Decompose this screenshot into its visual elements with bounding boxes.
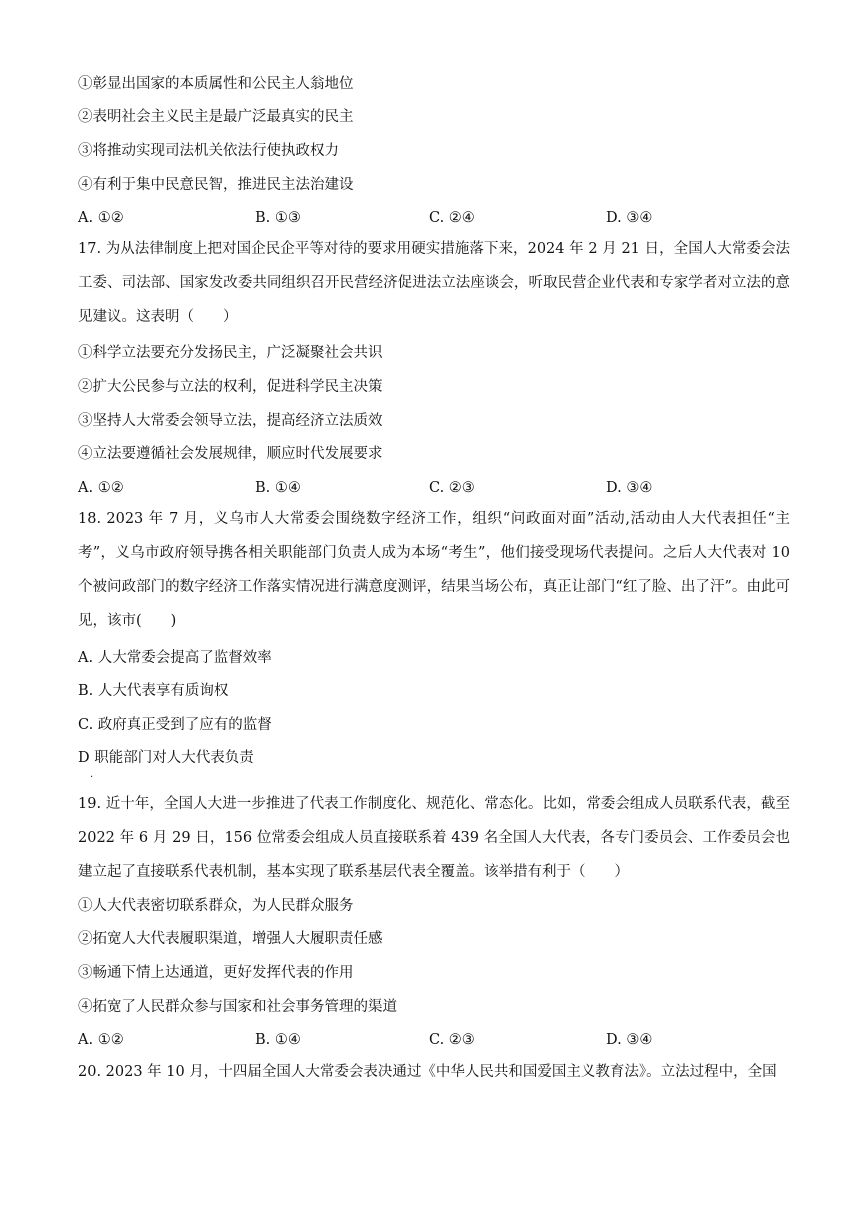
q17-statement-2: ②扩大公民参与立法的权利，促进科学民主决策 xyxy=(78,379,383,395)
q18-choice-a[interactable]: A. 人大常委会提高了监督效率 xyxy=(78,650,272,666)
q19-options xyxy=(78,1030,790,1050)
q16-options xyxy=(78,208,790,228)
q16-statement-2: ②表明社会主义民主是最广泛最真实的民主 xyxy=(78,109,354,125)
q19-statement-4: ④拓宽了人民群众参与国家和社会事务管理的渠道 xyxy=(78,999,397,1015)
q18-stem: 18. 2023 年 7 月，义乌市人大常委会围绕数字经济工作，组织“问政面对面”活动,活动由人大代表担任“主考”，义乌市政府领导携各相关职能部门负责人成为本场“考生”，他们接受现场代表提问。之后人大代表对 10 个被问政部门的数字经济工作落实情况进行满意度测评，结果当场公布，真正让部门“红了脸、出了汗”。由此可见，该市( ) xyxy=(78,511,790,629)
q16-option-b[interactable]: B. ①③ xyxy=(255,210,301,226)
q18-choice-c[interactable]: C. 政府真正受到了应有的监督 xyxy=(78,717,272,733)
q17-options xyxy=(78,478,790,498)
q17-statement-1: ①科学立法要充分发扬民主，广泛凝聚社会共识 xyxy=(78,345,383,361)
q19-statement-2: ②拓宽人大代表履职渠道，增强人大履职责任感 xyxy=(78,931,383,947)
stray-dot-mark: . xyxy=(90,769,94,780)
q17-option-d[interactable]: D. ③④ xyxy=(606,480,653,496)
q19-option-a[interactable]: A. ①② xyxy=(78,1032,124,1048)
q19-option-c[interactable]: C. ②③ xyxy=(429,1032,475,1048)
q18-choice-d[interactable]: D 职能部门对人大代表负责 xyxy=(78,750,254,766)
q16-statement-4: ④有利于集中民意民智，推进民主法治建设 xyxy=(78,177,354,193)
q17-option-b[interactable]: B. ①④ xyxy=(255,480,301,496)
q16-statement-1: ①彰显出国家的本质属性和公民主人翁地位 xyxy=(78,76,354,92)
q19-option-b[interactable]: B. ①④ xyxy=(255,1032,301,1048)
q19-statement-1: ①人大代表密切联系群众，为人民群众服务 xyxy=(78,898,354,914)
q17-statement-4: ④立法要遵循社会发展规律，顺应时代发展要求 xyxy=(78,446,383,462)
q20-stem: 20. 2023 年 10 月，十四届全国人大常委会表决通过《中华人民共和国爱国主义教育法》。立法过程中，全国 xyxy=(78,1064,777,1080)
q17-stem: 17. 为从法律制度上把对国企民企平等对待的要求用硬实措施落下来，2024 年 2 月 21 日，全国人大常委会法工委、司法部、国家发改委共同组织召开民营经济促进法立法座谈会，听取民营企业代表和专家学者对立法的意见建议。这表明（ ） xyxy=(78,241,790,325)
q19-stem: 19. 近十年，全国人大进一步推进了代表工作制度化、规范化、常态化。比如，常委会组成人员联系代表，截至 2022 年 6 月 29 日，156 位常委会组成人员直接联系着 439 名全国人大代表，各专门委员会、工作委员会也建立起了直接联系代表机制，基本实现了联系基层代表全覆盖。该举措有利于（ ） xyxy=(78,796,790,880)
q17-statement-3: ③坚持人大常委会领导立法，提高经济立法质效 xyxy=(78,413,383,429)
q16-option-a[interactable]: A. ①② xyxy=(78,210,124,226)
q19-statement-3: ③畅通下情上达通道，更好发挥代表的作用 xyxy=(78,965,354,981)
q17-option-a[interactable]: A. ①② xyxy=(78,480,124,496)
q16-option-c[interactable]: C. ②④ xyxy=(429,210,475,226)
q16-statement-3: ③将推动实现司法机关依法行使执政权力 xyxy=(78,143,339,159)
q16-option-d[interactable]: D. ③④ xyxy=(606,210,653,226)
q17-option-c[interactable]: C. ②③ xyxy=(429,480,475,496)
q18-choice-b[interactable]: B. 人大代表享有质询权 xyxy=(78,683,229,699)
q19-option-d[interactable]: D. ③④ xyxy=(606,1032,653,1048)
